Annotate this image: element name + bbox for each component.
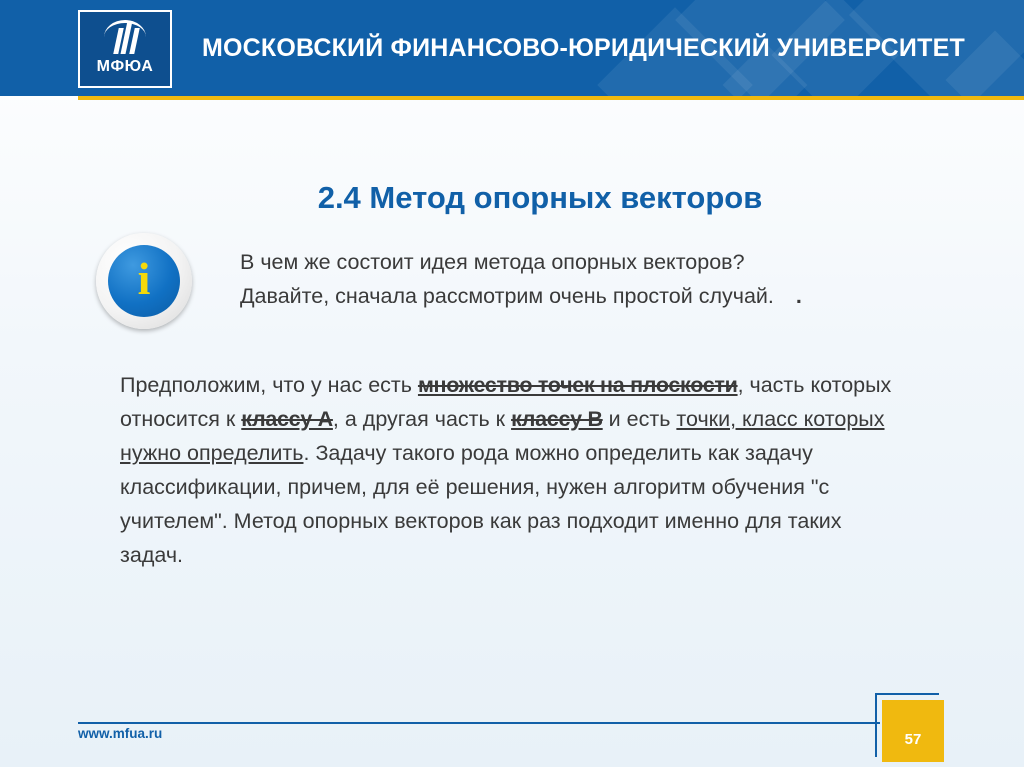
body-highlight-1: множество точек на плоскости — [417, 373, 738, 397]
body-highlight-4: точки, класс которых нужно определить — [120, 407, 885, 465]
lead-trailing-dot: . — [795, 284, 802, 308]
footer-divider — [78, 722, 880, 724]
slide-header — [0, 0, 1024, 96]
body-segment-1: Предположим, что у нас есть — [120, 373, 418, 397]
body-segment-5: . Задачу такого рода можно определить как задачу классификации, причем, для её решения, нужен алгоритм обучения "с учителем". Метод опорных векторов как раз подходит именно для таких задач. — [120, 441, 842, 567]
header-accent-rule — [0, 96, 1024, 100]
body-segment-4: и есть — [602, 407, 677, 431]
header-accent-rule-white-segment — [0, 96, 78, 100]
institution-title: МОСКОВСКИЙ ФИНАНСОВО-ЮРИДИЧЕСКИЙ УНИВЕРСИТЕТ — [202, 34, 965, 62]
lead-line-1: В чем же состоит идея метода опорных векторов? — [240, 250, 745, 274]
page-number-badge — [882, 700, 944, 762]
body-segment-3: , а другая часть к — [332, 407, 512, 431]
body-highlight-3: классу В — [511, 407, 603, 431]
lead-paragraph — [240, 245, 940, 313]
info-icon-glyph: i — [108, 245, 180, 317]
university-emblem-icon — [102, 18, 148, 54]
lead-line-2: Давайте, сначала рассмотрим очень простой случай. — [240, 284, 774, 308]
body-highlight-2: классу А — [241, 407, 333, 431]
university-logo — [78, 10, 172, 88]
logo-abbreviation: МФЮА — [96, 58, 154, 75]
footer-url[interactable]: www.mfua.ru — [78, 726, 163, 741]
page-title: 2.4 Метод опорных векторов — [317, 180, 763, 215]
page-number: 57 — [904, 730, 922, 748]
body-paragraph — [120, 368, 910, 572]
body-segment-2: , часть которых относится к — [120, 373, 892, 431]
info-icon — [96, 233, 192, 329]
